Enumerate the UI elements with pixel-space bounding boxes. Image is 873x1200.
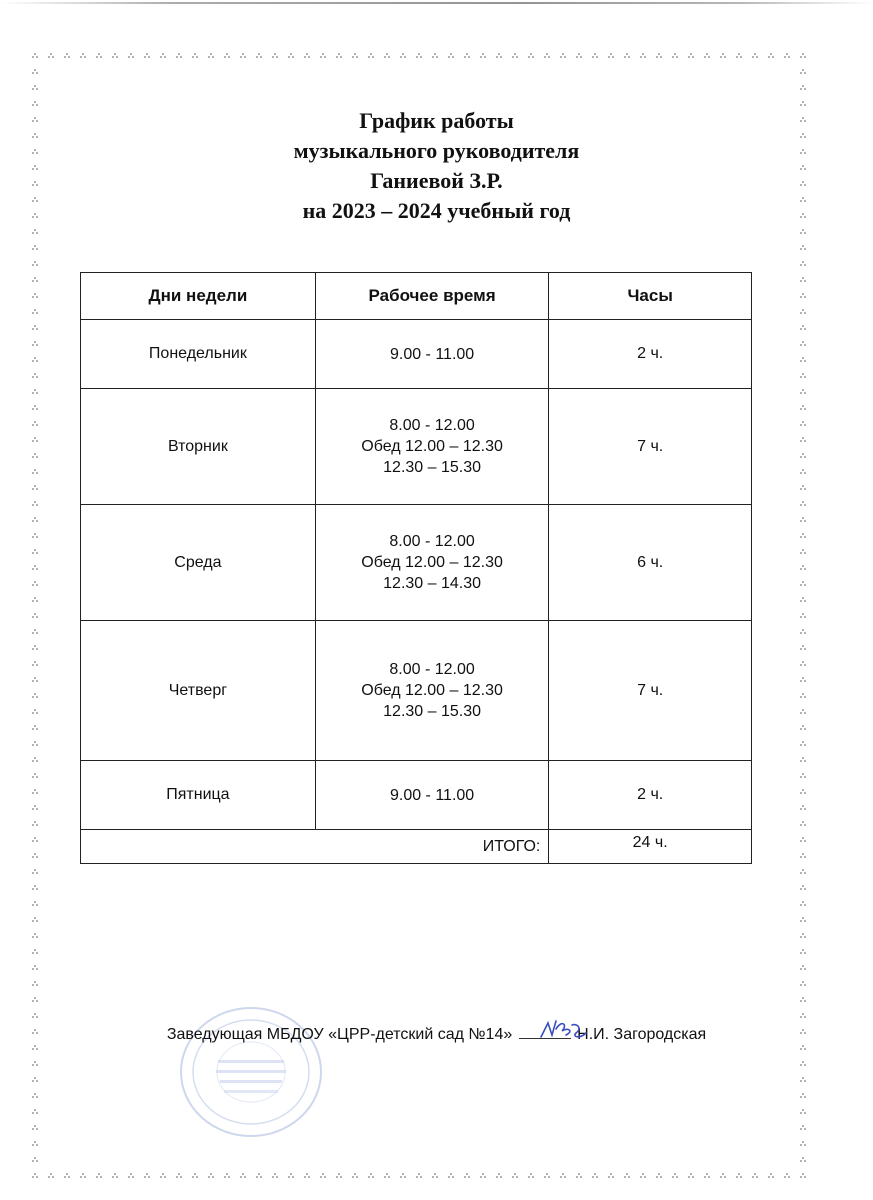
time-line: 8.00 - 12.00 bbox=[389, 533, 475, 550]
document-title bbox=[0, 106, 873, 226]
time-cell bbox=[315, 621, 549, 761]
signer-name: Н.И. Загородская bbox=[577, 1026, 707, 1043]
header-hours: Часы bbox=[549, 273, 752, 320]
header-days: Дни недели bbox=[81, 273, 316, 320]
time-line: 12.30 – 14.30 bbox=[383, 575, 482, 592]
table-row bbox=[81, 621, 752, 761]
time-cell bbox=[315, 505, 549, 621]
title-line-1: График работы bbox=[359, 108, 514, 133]
table-row bbox=[81, 389, 752, 505]
time-line: 12.30 – 15.30 bbox=[383, 459, 482, 476]
schedule-table bbox=[80, 272, 752, 864]
time-line: 12.30 – 15.30 bbox=[383, 703, 482, 720]
lunch-line: Обед 12.00 – 12.30 bbox=[361, 554, 503, 571]
total-value: 24 ч. bbox=[549, 830, 752, 864]
day-cell: Понедельник bbox=[81, 320, 316, 389]
hours-cell: 2 ч. bbox=[549, 761, 752, 830]
hours-cell: 7 ч. bbox=[549, 621, 752, 761]
time-line: 8.00 - 12.00 bbox=[389, 417, 475, 434]
hours-cell: 2 ч. bbox=[549, 320, 752, 389]
day-cell: Вторник bbox=[81, 389, 316, 505]
header-work-time: Рабочее время bbox=[315, 273, 549, 320]
title-line-4: на 2023 – 2024 учебный год bbox=[302, 198, 571, 223]
time-line: 9.00 - 11.00 bbox=[389, 786, 475, 804]
title-line-3: Ганиевой З.Р. bbox=[370, 168, 503, 193]
table-row bbox=[81, 505, 752, 621]
time-cell bbox=[315, 761, 549, 830]
handwritten-signature-icon bbox=[538, 1015, 588, 1050]
day-cell: Пятница bbox=[81, 761, 316, 830]
hours-cell: 6 ч. bbox=[549, 505, 752, 621]
total-label: ИТОГО: bbox=[81, 830, 549, 864]
scan-edge-line bbox=[0, 2, 873, 4]
signature-block bbox=[0, 1024, 873, 1044]
table-header-row bbox=[81, 273, 752, 320]
title-line-2: музыкального руководителя bbox=[293, 138, 580, 163]
time-cell bbox=[315, 320, 549, 389]
day-cell: Четверг bbox=[81, 621, 316, 761]
day-cell: Среда bbox=[81, 505, 316, 621]
table-row bbox=[81, 761, 752, 830]
lunch-line: Обед 12.00 – 12.30 bbox=[361, 682, 503, 699]
total-row bbox=[81, 830, 752, 864]
hours-cell: 7 ч. bbox=[549, 389, 752, 505]
time-line: 8.00 - 12.00 bbox=[389, 661, 475, 678]
table-row bbox=[81, 320, 752, 389]
signer-position: Заведующая МБДОУ «ЦРР-детский сад №14» bbox=[166, 1026, 513, 1043]
time-cell bbox=[315, 389, 549, 505]
time-line: 9.00 - 11.00 bbox=[389, 345, 475, 363]
lunch-line: Обед 12.00 – 12.30 bbox=[361, 438, 503, 455]
